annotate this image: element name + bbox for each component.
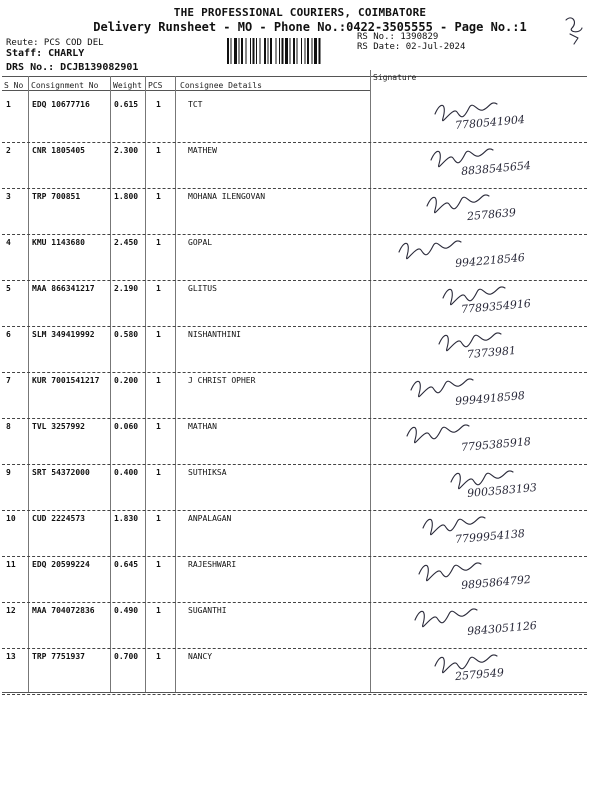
col-divider <box>145 76 146 692</box>
rs-number: RS No.: 1390829 <box>357 32 439 42</box>
row-pcs: 1 <box>156 100 161 109</box>
table-top-border <box>2 76 587 77</box>
row-pcs: 1 <box>156 192 161 201</box>
row-pcs: 1 <box>156 468 161 477</box>
rs-date: RS Date: 02-Jul-2024 <box>357 42 466 52</box>
row-pcs: 1 <box>156 376 161 385</box>
handwritten-phone: 9994918598 <box>454 388 526 409</box>
row-weight: 1.830 <box>114 514 139 523</box>
row-weight: 0.700 <box>114 652 139 661</box>
row-pcs: 1 <box>156 422 161 431</box>
row-pcs: 1 <box>156 146 161 155</box>
row-consignee: NANCY <box>188 652 213 661</box>
row-consignee: GLITUS <box>188 284 217 293</box>
row-divider <box>2 694 587 695</box>
handwritten-phone: 9895864792 <box>460 572 532 593</box>
header-pcs: PCS <box>148 81 163 90</box>
row-consignee: TCT <box>188 100 203 109</box>
row-consignment-no: EDQ 20599224 <box>32 560 90 569</box>
header-bottom-border <box>2 90 370 91</box>
header-weight: Weight <box>113 81 142 90</box>
row-sno: 7 <box>6 376 11 385</box>
col-divider <box>175 76 176 692</box>
row-sno: 9 <box>6 468 11 477</box>
row-consignee: NISHANTHINI <box>188 330 241 339</box>
row-weight: 0.400 <box>114 468 139 477</box>
row-consignment-no: TVL 3257992 <box>32 422 85 431</box>
handwritten-phone: 7795385918 <box>460 434 532 455</box>
row-consignee: J CHRIST OPHER <box>188 376 256 385</box>
table-bottom-border <box>2 692 587 693</box>
header-consignee: Consignee Details <box>180 81 262 90</box>
handwritten-phone: 7373981 <box>466 343 517 362</box>
row-consignment-no: EDQ 10677716 <box>32 100 90 109</box>
row-sno: 5 <box>6 284 11 293</box>
row-weight: 2.190 <box>114 284 139 293</box>
header-consignment: Consignment No <box>31 81 99 90</box>
col-divider <box>28 76 29 692</box>
row-consignment-no: CUD 2224573 <box>32 514 85 523</box>
row-pcs: 1 <box>156 330 161 339</box>
row-consignment-no: TRP 7751937 <box>32 652 85 661</box>
row-consignee: SUGANTHI <box>188 606 227 615</box>
row-sno: 11 <box>6 560 16 569</box>
row-pcs: 1 <box>156 238 161 247</box>
handwritten-phone: 7780541904 <box>454 112 526 133</box>
row-sno: 3 <box>6 192 11 201</box>
corner-doodle <box>562 12 592 52</box>
row-sno: 6 <box>6 330 11 339</box>
row-consignee: ANPALAGAN <box>188 514 232 523</box>
col-divider <box>110 76 111 692</box>
handwritten-phone: 9003583193 <box>466 480 538 501</box>
row-consignee: MOHANA ILENGOVAN <box>188 192 266 201</box>
row-weight: 0.200 <box>114 376 139 385</box>
barcode-image <box>227 38 353 64</box>
runsheet-title: Delivery Runsheet - MO - Phone No.:0422-3505555 - Page No.:1 <box>93 20 527 34</box>
row-sno: 10 <box>6 514 16 523</box>
row-sno: 8 <box>6 422 11 431</box>
row-consignment-no: KUR 7001541217 <box>32 376 100 385</box>
row-weight: 0.615 <box>114 100 139 109</box>
row-consignee: GOPAL <box>188 238 213 247</box>
row-sno: 2 <box>6 146 11 155</box>
handwritten-phone: 2579549 <box>454 665 505 684</box>
row-sno: 13 <box>6 652 16 661</box>
row-pcs: 1 <box>156 652 161 661</box>
row-consignment-no: CNR 1805405 <box>32 146 85 155</box>
handwritten-phone: 9942218546 <box>454 250 526 271</box>
row-consignment-no: SRT 54372000 <box>32 468 90 477</box>
handwritten-phone: 9843051126 <box>466 618 538 639</box>
row-weight: 2.300 <box>114 146 139 155</box>
handwritten-phone: 7789354916 <box>460 296 532 317</box>
row-consignment-no: MAA 704072836 <box>32 606 95 615</box>
row-consignment-no: TRP 700851 <box>32 192 81 201</box>
handwritten-phone: 7799954138 <box>454 526 526 547</box>
row-pcs: 1 <box>156 606 161 615</box>
staff-label: Staff: CHARLY <box>6 48 85 59</box>
row-consignment-no: MAA 866341217 <box>32 284 95 293</box>
row-weight: 0.645 <box>114 560 139 569</box>
handwritten-phone: 8838545654 <box>460 158 532 179</box>
row-pcs: 1 <box>156 560 161 569</box>
row-sno: 1 <box>6 100 11 109</box>
row-consignee: MATHEW <box>188 146 217 155</box>
row-consignee: SUTHIKSA <box>188 468 227 477</box>
col-divider <box>370 70 371 692</box>
header-sno: S No <box>4 81 24 90</box>
row-weight: 0.580 <box>114 330 139 339</box>
handwritten-phone: 2578639 <box>466 205 517 224</box>
row-consignee: MATHAN <box>188 422 217 431</box>
row-weight: 0.060 <box>114 422 139 431</box>
row-consignment-no: KMU 1143680 <box>32 238 85 247</box>
row-pcs: 1 <box>156 284 161 293</box>
row-weight: 1.800 <box>114 192 139 201</box>
row-weight: 2.450 <box>114 238 139 247</box>
row-sno: 12 <box>6 606 16 615</box>
row-weight: 0.490 <box>114 606 139 615</box>
row-sno: 4 <box>6 238 11 247</box>
row-consignee: RAJESHWARI <box>188 560 237 569</box>
route-label: Reute: PCS COD DEL <box>6 38 104 48</box>
company-title: THE PROFESSIONAL COURIERS, COIMBATORE <box>173 6 427 19</box>
drs-number: DRS No.: DCJB139082901 <box>6 62 139 73</box>
header-signature: Signature <box>373 73 417 82</box>
row-pcs: 1 <box>156 514 161 523</box>
row-consignment-no: SLM 349419992 <box>32 330 95 339</box>
